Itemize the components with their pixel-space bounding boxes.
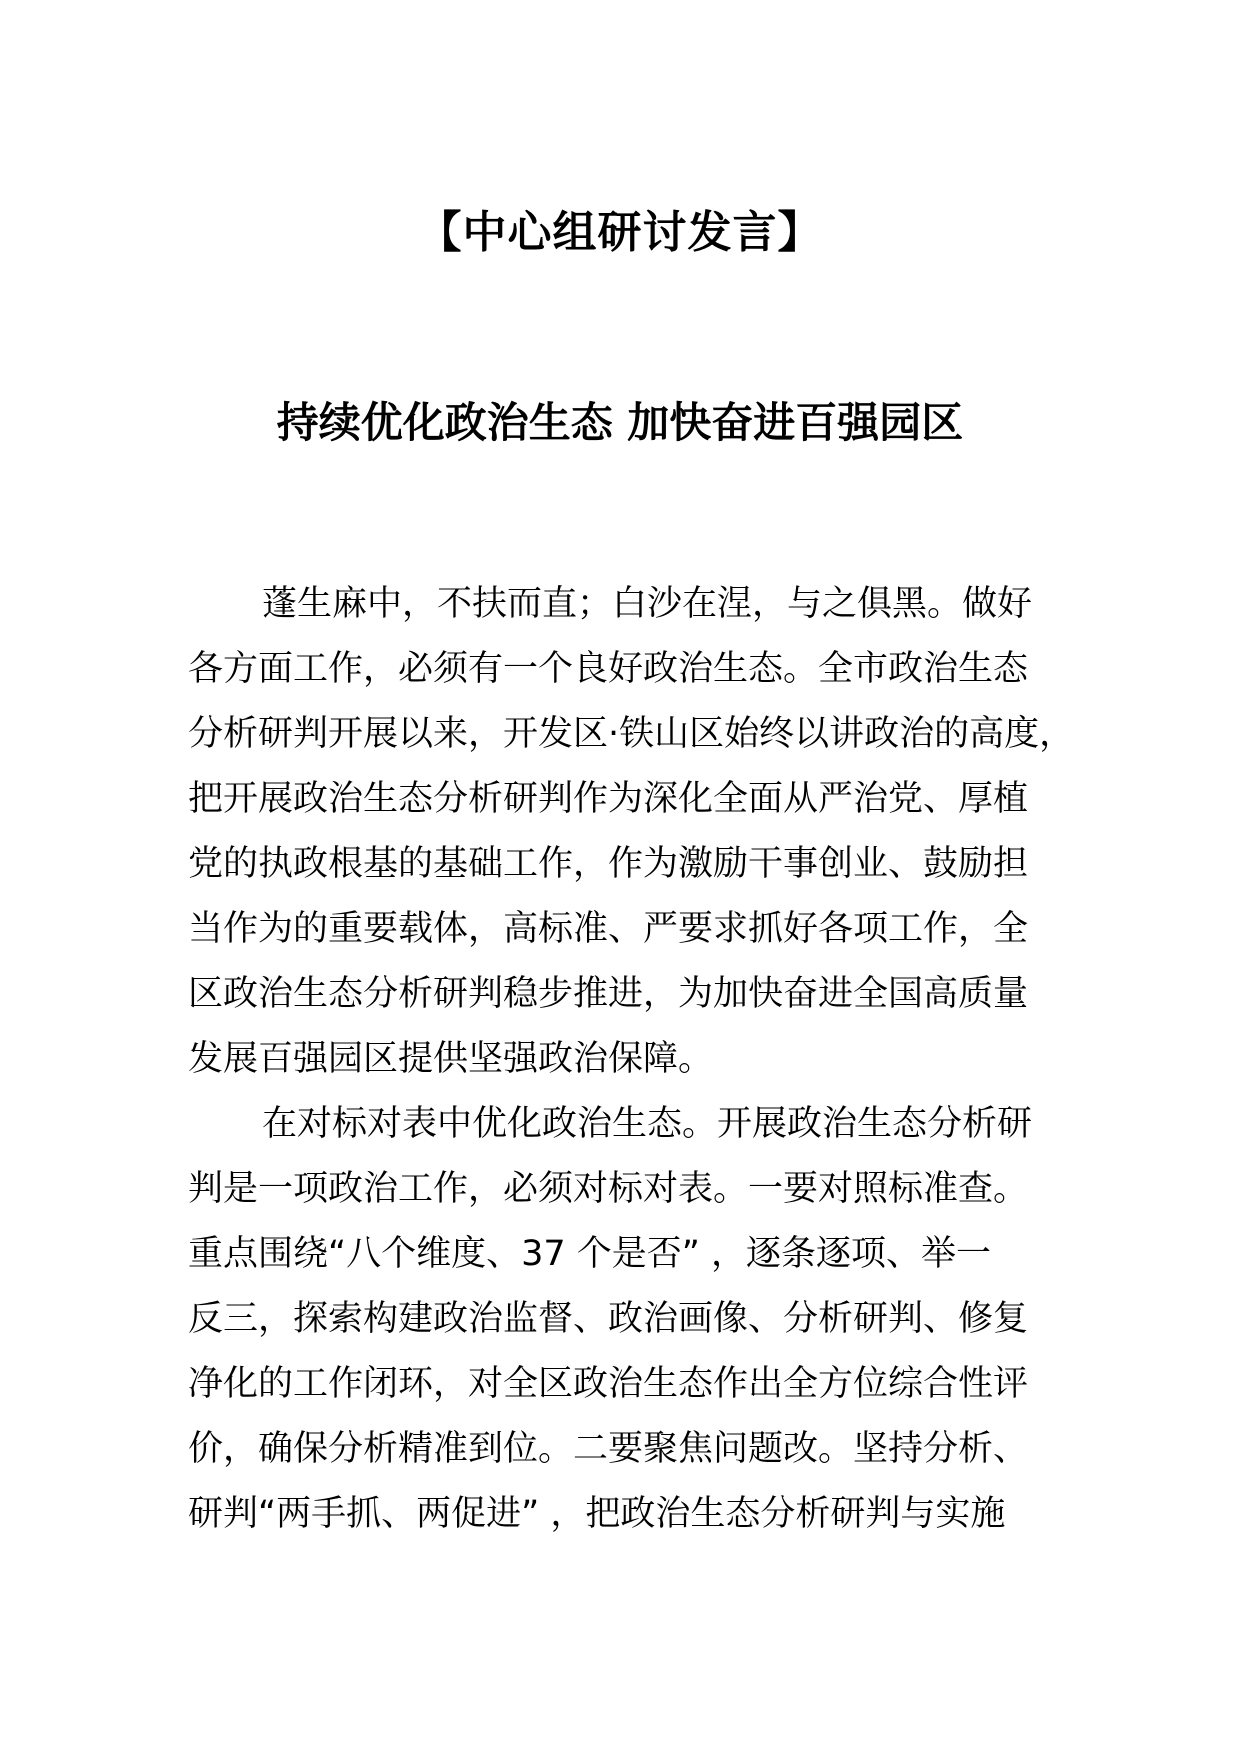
document-body	[188, 572, 1075, 1547]
text-line: 当作为的重要载体，高标准、严要求抓好各项工作，全	[188, 909, 1029, 949]
paragraph-2	[188, 1092, 1068, 1547]
text-line: 判是一项政治工作，必须对标对表。一要对照标准查。	[188, 1169, 1029, 1209]
text-line: 蓬生麻中，不扶而直；白沙在涅，与之俱黑。做好	[262, 584, 1033, 624]
header-tag: 【中心组研讨发言】	[417, 207, 823, 258]
text-line: 分析研判开展以来，开发区·铁山区始终以讲政治的高度，	[188, 714, 1075, 754]
text-line: 区政治生态分析研判稳步推进，为加快奋进全国高质量	[188, 974, 1029, 1014]
text-line: 在对标对表中优化政治生态。开展政治生态分析研	[262, 1104, 1033, 1144]
text-line: 反三，探索构建政治监督、政治画像、分析研判、修复	[188, 1299, 1029, 1339]
text-line: 重点围绕“八个维度、37 个是否” ，逐条逐项、举一	[188, 1234, 992, 1274]
text-line: 价，确保分析精准到位。二要聚焦问题改。坚持分析、	[188, 1429, 1029, 1469]
text-line: 各方面工作，必须有一个良好政治生态。全市政治生态	[188, 649, 1029, 689]
document-title: 持续优化政治生态 加快奋进百强园区	[276, 398, 964, 447]
paragraph-1	[188, 572, 1075, 1092]
text-line: 净化的工作闭环，对全区政治生态作出全方位综合性评	[188, 1364, 1029, 1404]
text-line: 研判“两手抓、两促进” ，把政治生态分析研判与实施	[188, 1494, 1006, 1534]
text-line: 把开展政治生态分析研判作为深化全面从严治党、厚植	[188, 779, 1029, 819]
text-line: 党的执政根基的基础工作，作为激励干事创业、鼓励担	[188, 844, 1029, 884]
text-line: 发展百强园区提供坚强政治保障。	[188, 1039, 714, 1079]
